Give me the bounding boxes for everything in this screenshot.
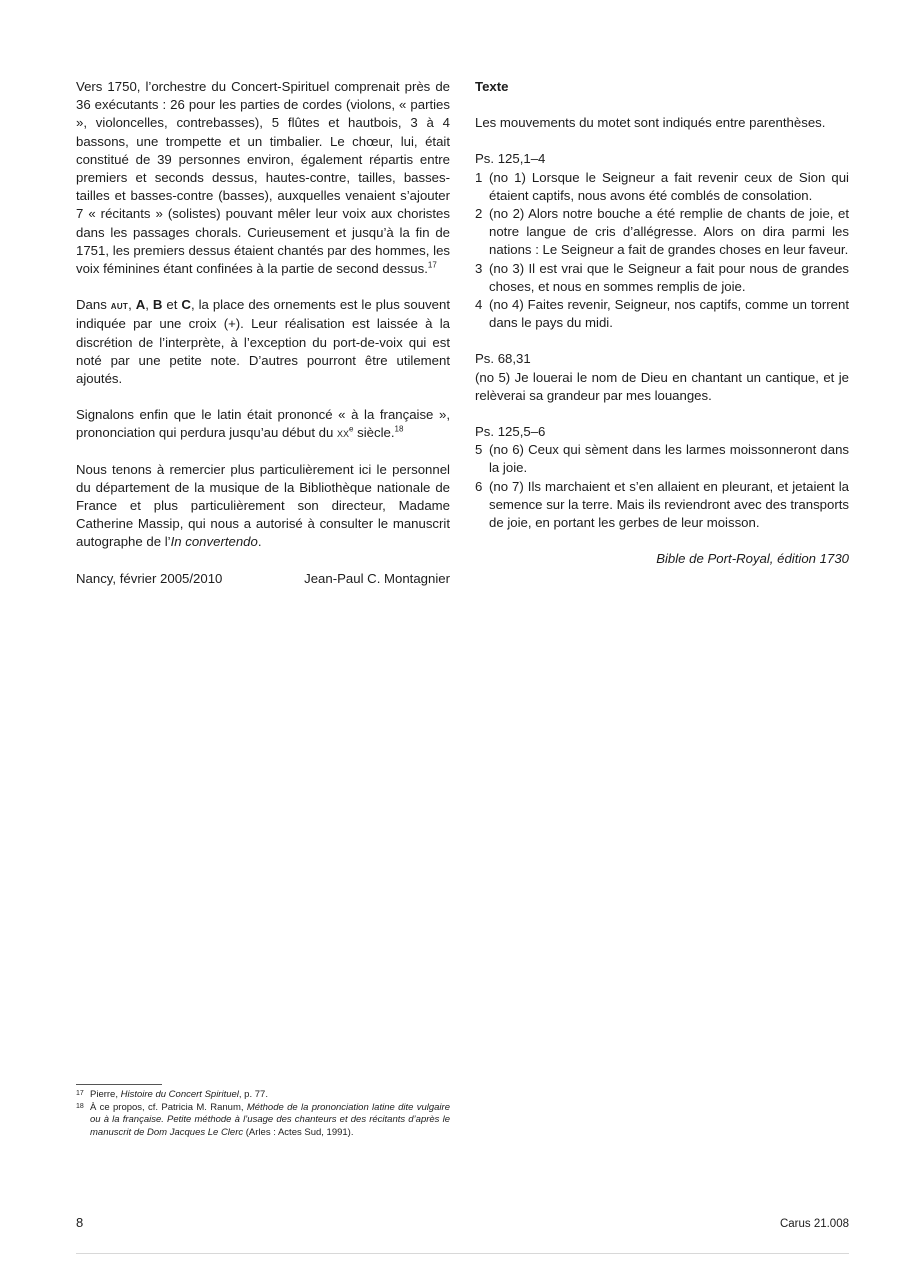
- section-heading-texte: Texte: [475, 79, 509, 94]
- paragraph-ornaments: Dans aut, A, B et C, la place des ornements est le plus souvent indiquée par une croix (+). Leur réalisation est laissée à la discrétion de l’interprète, à l’exception du port-de-voix qui est noté par une petite note. D’autres pourront être utilement ajoutés.: [76, 297, 450, 387]
- verse-text: (no 4) Faites revenir, Seigneur, nos captifs, comme un torrent dans le pays du midi.: [489, 297, 849, 331]
- footer-rule: [76, 1253, 849, 1254]
- footnotes: [76, 1084, 450, 1139]
- catalog-number: Carus 21.008: [779, 1218, 849, 1230]
- signature-author: Jean-Paul C. Montagnier: [304, 570, 450, 586]
- source-aut: aut: [110, 300, 129, 313]
- page-number: 8: [76, 1215, 84, 1230]
- paragraph-acknowledgements: Nous tenons à remercier plus particulièrement ici le personnel du département de la musique de la Bibliothèque nationale de France et plus particulièrement son directeur, Madame Catherine Massip, qui nous a autorisé à consulter le manuscrit autographe de l’In convertendo.: [76, 461, 450, 550]
- psalm-section: [475, 423, 849, 532]
- texte-intro: Les mouvements du motet sont indiqués entre parenthèses.: [475, 115, 826, 131]
- source-a: A: [135, 297, 146, 313]
- paragraph-pronunciation: Signalons enfin que le latin était prononcé « à la française », prononciation qui perdura jusqu’au début du $xx^e$ siècle.$^{18}$: [76, 407, 450, 441]
- psalm-reference: Ps. 125,1–4: [475, 151, 546, 167]
- verse-text: (no 7) Ils marchaient et s’en allaient en pleurant, et jetaient la semence sur la terre. Mais ils reviendront avec des transports de joie, en portant les gerbes de leur moisson.: [489, 478, 849, 531]
- source-c: C: [181, 297, 191, 313]
- verse: [475, 296, 849, 332]
- verse-number: 1: [475, 169, 483, 185]
- psalm-sections: [475, 150, 849, 532]
- footnote-ref-18: 18: [394, 425, 404, 435]
- verse-text: (no 6) Ceux qui sèment dans les larmes moissonneront dans la joie.: [489, 442, 849, 476]
- verse-number: 6: [475, 478, 483, 494]
- psalm-reference: Ps. 68,31: [475, 351, 531, 367]
- verse-text: (no 2) Alors notre bouche a été remplie de chants de joie, et notre langue de cris d’allégresse. Alors on dira parmi les nations : Le Seigneur a fait de grandes choses en leur faveur.: [489, 206, 849, 258]
- verse: [475, 369, 849, 405]
- footnote-text: Pierre, Histoire du Concert Spirituel, p. 77.: [90, 1089, 268, 1100]
- verse: [475, 205, 849, 260]
- text-source: Bible de Port-Royal, édition 1730: [656, 551, 849, 567]
- paragraph-orchestra: Vers 1750, l’orchestre du Concert-Spirituel comprenait près de 36 exécutants : 26 pour les parties de cordes (violons, « parties », violoncelles, contrebasses), 5 flûtes et hautbois, 3 à 4 bassons, une trompette et un timbalier. Le chœur, lui, était constitué de 39 personnes environ, également répartis entre premiers et seconds dessus, hautes-contre, tailles, basses-tailles et basses-contre (basses), auxquelles venaient s’ajouter 7 « récitants » (solistes) pouvant mêler leur voix aux choristes dans les passages chorals. Curieusement et jusqu’à la fin de 1751, les premiers dessus étaient chantés par des hommes, les voix féminines étant confinées à la partie de second dessus.$^{17}$: [76, 79, 450, 277]
- footnote-number: 17: [76, 1090, 84, 1097]
- verse-number: 4: [475, 297, 483, 313]
- footnote: [76, 1102, 450, 1140]
- psalm-reference: Ps. 125,5–6: [475, 424, 546, 440]
- verse-number: 3: [475, 260, 483, 276]
- footnote-separator: [76, 1084, 162, 1085]
- page-footer: [76, 1215, 849, 1230]
- verse-text: (no 3) Il est vrai que le Seigneur a fait pour nous de grandes choses, et nous en sommes remplis de joie.: [489, 260, 849, 294]
- footnote-number: 18: [76, 1102, 84, 1110]
- verse: [475, 169, 849, 205]
- verse-number: 5: [475, 442, 483, 458]
- verse: [475, 478, 849, 533]
- psalm-section: [475, 150, 849, 332]
- verse-number: 2: [475, 206, 483, 222]
- verse-text: (no 1) Lorsque le Seigneur a fait revenir ceux de Sion qui étaient captifs, nous avons été comblés de consolation.: [489, 169, 849, 203]
- signature: [76, 570, 450, 588]
- verse: [475, 441, 849, 477]
- signature-place-date: Nancy, février 2005/2010: [76, 570, 223, 586]
- left-column: [76, 78, 450, 588]
- footnote-text: À ce propos, cf. Patricia M. Ranum, Méthode de la prononciation latine dite vulgaire ou à la française. Petite méthode à l’usage des chanteurs et des récitants d’après le manuscrit de Dom Jacques Le Clerc (Arles : Actes Sud, 1991).: [90, 1101, 450, 1138]
- psalm-section: [475, 350, 849, 405]
- verse: [475, 260, 849, 296]
- right-column: [475, 78, 849, 568]
- footnote-ref-17: 17: [427, 260, 437, 270]
- footnote: [76, 1089, 450, 1102]
- source-b: B: [152, 297, 163, 313]
- footnote-list: [76, 1089, 450, 1139]
- verse-text: (no 5) Je louerai le nom de Dieu en chantant un cantique, et je relèverai sa grandeur par mes louanges.: [475, 369, 849, 403]
